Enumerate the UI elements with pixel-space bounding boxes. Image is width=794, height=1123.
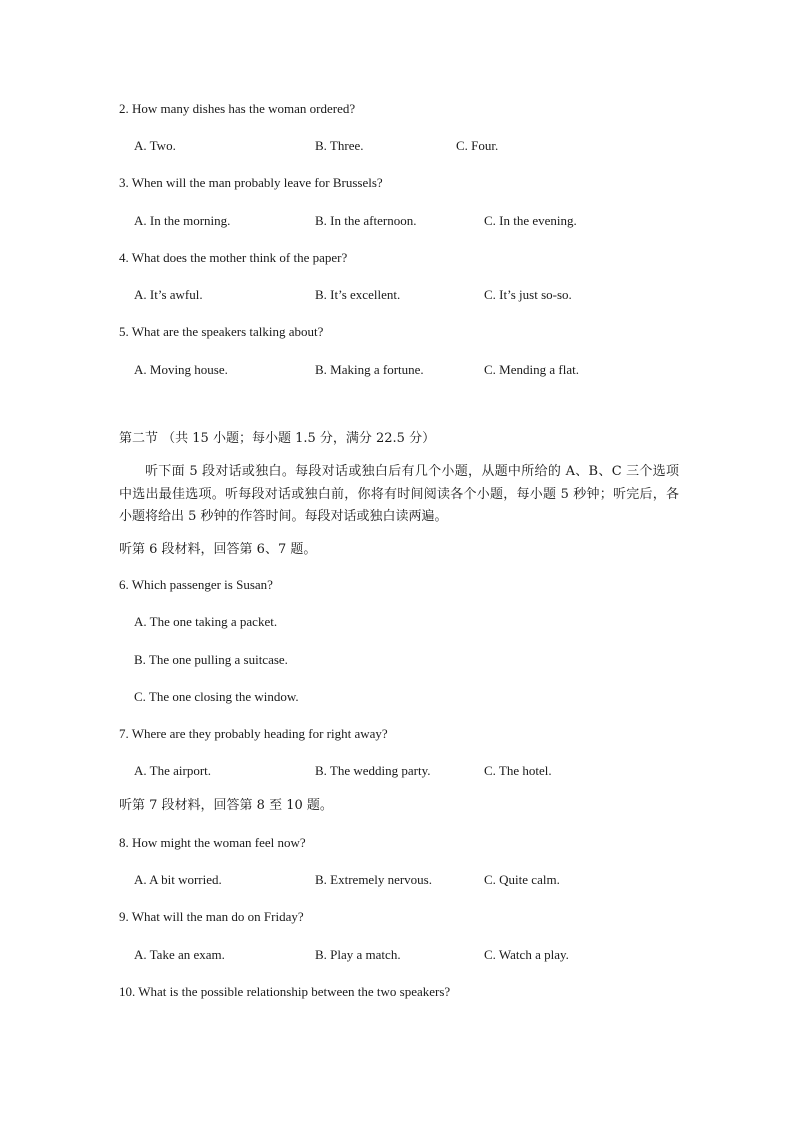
- q7-option-a: A. The airport.: [134, 763, 212, 778]
- q9-option-a: A. Take an exam.: [134, 947, 225, 962]
- q5-option-b: B. Making a fortune.: [315, 362, 424, 377]
- q5-option-c: C. Mending a flat.: [484, 362, 579, 377]
- question-5: 5. What are the speakers talking about?: [119, 324, 324, 339]
- q4-option-c: C. It’s just so-so.: [484, 287, 572, 302]
- q4-option-a: A. It’s awful.: [134, 287, 203, 302]
- q5-option-a: A. Moving house.: [134, 362, 228, 377]
- q6-option-c: C. The one closing the window.: [134, 689, 299, 704]
- question-7: 7. Where are they probably heading for right away?: [119, 726, 388, 741]
- q4-option-b: B. It’s excellent.: [315, 287, 401, 302]
- passage-6-label: 听第 6 段材料，回答第 6、7 题。: [119, 542, 317, 557]
- section-2-instructions: 听下面 5 段对话或独白。每段对话或独白后有几个小题，从题中所给的 A、B、C 三个选项中选出最佳选项。听每段对话或独白前，你将有时间阅读各个小题，每小题 5 秒钟；听完后，各小题将给出 5 秒钟的作答时间。每段对话或独白读两遍。: [119, 464, 679, 524]
- q6-option-a: A. The one taking a packet.: [134, 614, 278, 629]
- q2-option-b: B. Three.: [315, 138, 364, 153]
- q3-option-b: B. In the afternoon.: [315, 213, 417, 228]
- question-8: 8. How might the woman feel now?: [119, 835, 306, 850]
- q8-option-b: B. Extremely nervous.: [315, 872, 432, 887]
- question-9: 9. What will the man do on Friday?: [119, 909, 304, 924]
- q7-option-b: B. The wedding party.: [315, 763, 431, 778]
- question-4: 4. What does the mother think of the paper?: [119, 250, 348, 265]
- q3-option-a: A. In the morning.: [134, 213, 231, 228]
- q3-option-c: C. In the evening.: [484, 213, 577, 228]
- question-2: 2. How many dishes has the woman ordered?: [119, 101, 356, 116]
- q8-option-a: A. A bit worried.: [134, 872, 222, 887]
- q6-option-b: B. The one pulling a suitcase.: [134, 652, 288, 667]
- q2-option-c: C. Four.: [456, 138, 499, 153]
- q7-option-c: C. The hotel.: [484, 763, 552, 778]
- section-2-heading: 第二节 （共 15 小题；每小题 1.5 分，满分 22.5 分）: [119, 431, 436, 446]
- question-10: 10. What is the possible relationship between the two speakers?: [119, 984, 451, 999]
- question-3: 3. When will the man probably leave for Brussels?: [119, 175, 383, 190]
- q2-option-a: A. Two.: [134, 138, 176, 153]
- q8-option-c: C. Quite calm.: [484, 872, 560, 887]
- passage-7-label: 听第 7 段材料，回答第 8 至 10 题。: [119, 798, 333, 813]
- question-6: 6. Which passenger is Susan?: [119, 577, 273, 592]
- q9-option-b: B. Play a match.: [315, 947, 401, 962]
- q9-option-c: C. Watch a play.: [484, 947, 569, 962]
